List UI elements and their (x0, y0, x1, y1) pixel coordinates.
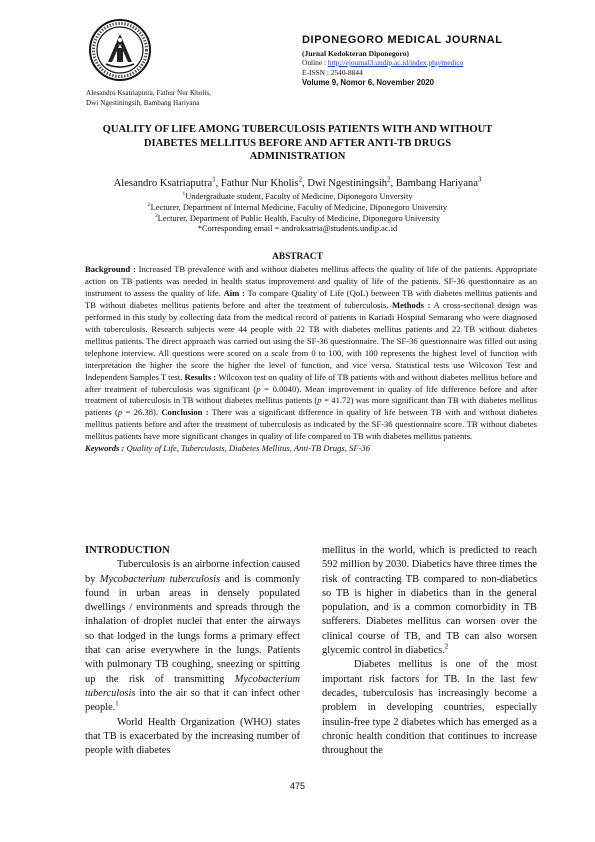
running-header-authors (86, 89, 211, 108)
author-list: Alesandro Ksatriaputra$^1$, Fathur Nur Kholis$^2$, Dwi Ngestiningsih$^2$, Bambang Hariyana$^3$ (113, 176, 482, 189)
aim-text: To compare Quality of Life (QoL) between TB with diabetes mellitus patients and TB without diabetes mellitus patients before and after the treatment of tuberculosis. (85, 287, 537, 310)
title-line: DIABETES MELLITUS BEFORE AND AFTER ANTI-TB DRUGS (143, 137, 452, 149)
affiliations (60, 192, 535, 235)
author-affil-mark: 1 (212, 176, 216, 184)
citation-ref: 1 (115, 700, 119, 708)
affiliation-mark: 2 (147, 202, 151, 208)
journal-subtitle: (Jurnal Kedokteran Diponegoro) (302, 49, 410, 58)
body-paragraph (85, 558, 300, 715)
p-value-symbol: p (117, 407, 123, 418)
paragraph-text: and is commonly found in urban areas in densely populated dwellings / environments and spreads through the inhalation of droplet nuclei that enter the airways so that lodged in the lungs forms a primary effect that can arise everywhere in the lungs. Patients with pulmonary TB coughing, sneezing or spitting up the risk of transmitting (85, 573, 300, 685)
results-text: Wilcoxon test on quality of life of TB patients with and without diabetes mellitus before and after treatment of tuberculosis was significant ( (85, 371, 538, 394)
journal-header (302, 34, 542, 87)
author-name: Alesandro Ksatriaputra (113, 178, 213, 189)
page-number: 475 (289, 781, 306, 791)
running-header-authors-line: Alesandro Ksatriaputra, Fathur Nur Kholis, (86, 89, 211, 97)
body-column-left (85, 544, 300, 758)
author-affil-mark: 3 (477, 176, 482, 184)
journal-volume: Volume 9, Nomor 6, November 2020 (302, 78, 435, 87)
journal-online (302, 58, 542, 68)
author-name: Bambang Hariyana (395, 178, 478, 189)
methods-label: Methods : (391, 299, 431, 310)
affiliation-text: Lecturer, Department of Public Health, Faculty of Medicine, Diponegoro University (157, 213, 441, 223)
university-seal-logo (88, 18, 152, 82)
affiliation-mark: 1 (182, 191, 186, 198)
affiliation (60, 192, 535, 203)
paragraph-text: into the air so that it can infect other people. (85, 687, 300, 714)
results-label: Results : (184, 371, 217, 382)
body-paragraph: Diabetes mellitus is one of the most important risk factors for TB. In the last few decades, tuberculosis has increasingly become a problem in developing countries, especially insulin-free type 2 diabetes which has emerged as a chronic health condition that continues to increase throughout the (322, 659, 537, 757)
affiliation-text: Undergraduate student, Faculty of Medicine, Diponegoro Unversity (185, 192, 413, 201)
affiliation (60, 214, 535, 225)
results-text: = 0.0040). Mean improvement in quality of life difference before and after treatment of tuberculosis in TB without diabetes mellitus patients ( (85, 383, 537, 406)
conclusion-text: There was a significant difference in quality of life between TB with and without diabetes mellitus patients before and after the treatment of tuberculosis as indicated by the SF-36 questionnaire score. TB without diabetes mellitus patients have more significant changes in quality of life compared to TB with diabetes mellitus patients. (85, 407, 537, 442)
title-line: ADMINISTRATION (249, 151, 346, 162)
affiliation (60, 203, 535, 214)
species-name: Mycobacterium tuberculosis (85, 673, 300, 699)
body-column-right (322, 544, 537, 758)
abstract-paragraph (85, 264, 537, 443)
journal-online-link[interactable]: http://ejournal3.undip.ac.id/index.php/medico (327, 58, 464, 67)
section-heading-introduction: INTRODUCTION (85, 545, 170, 556)
journal-name: DIPONEGORO MEDICAL JOURNAL (302, 34, 503, 46)
results-text: = 41.72) was more significant than TB with diabetes mellitus patients ( (85, 395, 537, 418)
paragraph-text: mellitus in the world, which is predicted to reach 592 million by 2030. Diabetics have three times the risk of contracting TB compared to non-diabetics so TB is higher in diabetics than in the general population, and is a common comorbidity in TB sufferers. Diabetes mellitus can worsen over the clinical course of TB, and TB can also worsen glycemic control in diabetics. (322, 545, 537, 657)
journal-eissn: E-ISSN : 2540-8844 (302, 67, 363, 77)
results-text: = 26.38). (122, 407, 162, 418)
author-affil-mark: 2 (298, 176, 303, 184)
affiliation-text: Lecturer, Department of Internal Medicine, Faculty of Medicine, Diponegoro University (150, 202, 448, 212)
online-label: Online : (302, 58, 328, 67)
background-text: Increased TB prevalence with and without diabetes mellitus affects the quality of life of the patients. Appropriate action on TB patients was needed in health status improvement and quality of life of the patients. SF-36 questionnaire as an instrument to assess the quality of life. (85, 264, 537, 298)
species-name: Mycobacterium tuberculosis (99, 573, 221, 585)
body-paragraph (322, 544, 537, 658)
methods-text: A cross-sectional design was performed in this study by collecting data from the medical record of patients in Kariadi Hospital Semarang who were diagnosed with tuberculosis. Research subjects were 44 people with 22 TB with diabetes mellitus patients and 22 TB without diabetes mellitus patients. The direct approach was carried out using the SF-36 questionnaire. The SF-36 questionnaire was filled out using telephone interview. All questions were scored on a scale from 0 to 100, with 100 represents the highest level of function with interpretation the higher the score the higher the level of function, and vice versa. Statistical tests use Wilcoxon Test and Independent Samples T test. (85, 299, 538, 382)
author-name: Dwi Ngestiningsih (307, 178, 388, 189)
p-value-symbol: p (256, 383, 261, 394)
conclusion-label: Conclusion : (161, 407, 209, 418)
citation-ref: 2 (444, 643, 449, 651)
p-value-symbol: p (317, 395, 322, 406)
background-label: Background : (85, 264, 136, 274)
abstract-body (85, 264, 537, 455)
title-line: QUALITY OF LIFE AMONG TUBERCULOSIS PATIENTS WITH AND WITHOUT (102, 124, 493, 135)
paragraph-text: Tuberculosis is an airborne infection caused by (85, 559, 300, 585)
running-header-authors-line: Dwi Ngestiningsih, Bambang Hariyana (86, 98, 200, 107)
aim-label: Aim : (223, 287, 245, 298)
body-paragraph: World Health Organization (WHO) states that TB is exacerbated by the increasing number of people with diabetes (85, 716, 300, 757)
keywords-label: Keywords : (85, 443, 125, 454)
keywords (85, 443, 537, 455)
keywords-list: Quality of Life, Tuberculosis, Diabetes Mellitus, Anti-TB Drugs, SF-36 (124, 443, 371, 454)
author-name: Fathur Nur Kholis (220, 178, 299, 189)
affiliation-mark: 3 (154, 212, 158, 219)
author-affil-mark: 2 (387, 176, 391, 184)
paper-title (70, 123, 525, 164)
corresponding-email: *Corresponding email = androksatria@students.undip.ac.id (197, 224, 398, 234)
abstract-heading: ABSTRACT (272, 252, 323, 262)
